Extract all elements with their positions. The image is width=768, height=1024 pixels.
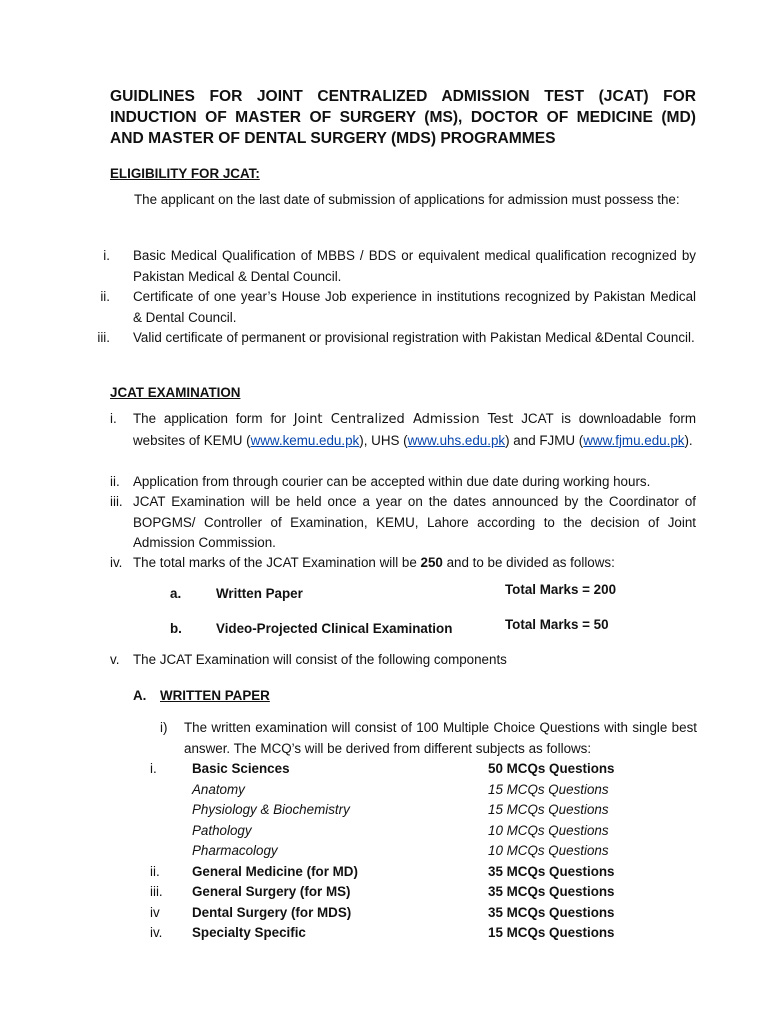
subject-count: 35 MCQs Questions [488, 864, 615, 879]
subject-name: Physiology & Biochemistry [192, 802, 350, 817]
exam-item-num: iii. [110, 494, 123, 509]
subject-count: 15 MCQs Questions [488, 782, 609, 797]
subject-name: Pharmacology [192, 843, 278, 858]
eligibility-item-num: iii. [97, 330, 110, 345]
subject-name: General Medicine (for MD) [192, 864, 358, 879]
written-paper-heading: WRITTEN PAPER [160, 688, 270, 703]
subject-count: 10 MCQs Questions [488, 843, 609, 858]
subject-name: Basic Sciences [192, 761, 290, 776]
subject-num: iii. [150, 884, 163, 899]
part-name: Written Paper [216, 586, 303, 601]
written-desc: The written examination will consist of 100 Multiple Choice Questions with single best answer. The MCQ’s will be derived from different subjects as follows: [184, 720, 697, 756]
part-marks: Total Marks = 200 [505, 582, 617, 597]
exam-item-text: The application form for Joint Centralized Admission Test JCAT is downloadable form websites of KEMU (www.kemu.edu.pk), UHS (www.uhs.edu.pk) and FJMU (www.fjmu.edu.pk). [133, 411, 697, 448]
subject-name: Specialty Specific [192, 925, 306, 940]
exam-item-num: iv. [110, 555, 123, 570]
part-letter: b. [170, 621, 182, 636]
eligibility-item-text: Basic Medical Qualification of MBBS / BDS or equivalent medical qualification recognized by Pakistan Medical & Dental Council. [133, 248, 696, 284]
exam-item-num: v. [110, 652, 120, 667]
part-letter: a. [170, 586, 182, 601]
subject-name: Pathology [192, 823, 252, 838]
uhs-link[interactable]: www.uhs.edu.pk [407, 432, 506, 448]
subject-count: 35 MCQs Questions [488, 905, 615, 920]
subject-count: 15 MCQs Questions [488, 925, 615, 940]
fjmu-link[interactable]: www.fjmu.edu.pk [583, 432, 685, 448]
part-name: Video-Projected Clinical Examination [216, 621, 453, 636]
exam-item-text: JCAT Examination will be held once a year on the dates announced by the Coordinator of BOPGMS/ Controller of Examination, KEMU, Lahore according to the decision of Joint Admission Commission. [133, 494, 696, 550]
eligibility-item-num: ii. [100, 289, 110, 304]
test-name: Joint Centralized Admission Test [293, 412, 514, 427]
kemu-link[interactable]: www.kemu.edu.pk [250, 432, 360, 448]
eligibility-intro: The applicant on the last date of submission of applications for admission must possess the: [134, 192, 680, 207]
subject-count: 10 MCQs Questions [488, 823, 609, 838]
subject-num: iv [150, 905, 160, 920]
eligibility-item-text: Certificate of one year’s House Job experience in institutions recognized by Pakistan Medical & Dental Council. [133, 289, 696, 325]
eligibility-item-text: Valid certificate of permanent or provisional registration with Pakistan Medical &Dental Council. [133, 330, 695, 345]
total-marks: 250 [420, 555, 443, 570]
exam-item-text: Application from through courier can be accepted within due date during working hours. [133, 474, 651, 489]
subject-name: Anatomy [192, 782, 245, 797]
exam-item-num: ii. [110, 474, 120, 489]
subject-count: 15 MCQs Questions [488, 802, 609, 817]
subject-name: General Surgery (for MS) [192, 884, 351, 899]
subject-name: Dental Surgery (for MDS) [192, 905, 352, 920]
part-marks: Total Marks = 50 [505, 617, 609, 632]
document-title: GUIDLINES FOR JOINT CENTRALIZED ADMISSION TEST (JCAT) FOR INDUCTION OF MASTER OF SURGERY (MS), DOCTOR OF MEDICINE (MD) AND MASTER OF DENTAL SURGERY (MDS) PROGRAMMES [110, 88, 696, 147]
subject-num: i. [150, 761, 157, 776]
exam-item-text: The total marks of the JCAT Examination will be 250 and to be divided as follows: [133, 555, 615, 570]
subject-num: ii. [150, 864, 160, 879]
exam-item-num: i. [110, 411, 117, 426]
subject-num: iv. [150, 925, 163, 940]
exam-heading: JCAT EXAMINATION [110, 385, 241, 400]
eligibility-item-num: i. [103, 248, 110, 263]
eligibility-heading: ELIGIBILITY FOR JCAT: [110, 166, 260, 181]
written-desc-num: i) [160, 720, 168, 735]
written-paper-letter: A. [133, 688, 147, 703]
subject-count: 50 MCQs Questions [488, 761, 615, 776]
subject-count: 35 MCQs Questions [488, 884, 615, 899]
exam-item-text: The JCAT Examination will consist of the following components [133, 652, 507, 667]
